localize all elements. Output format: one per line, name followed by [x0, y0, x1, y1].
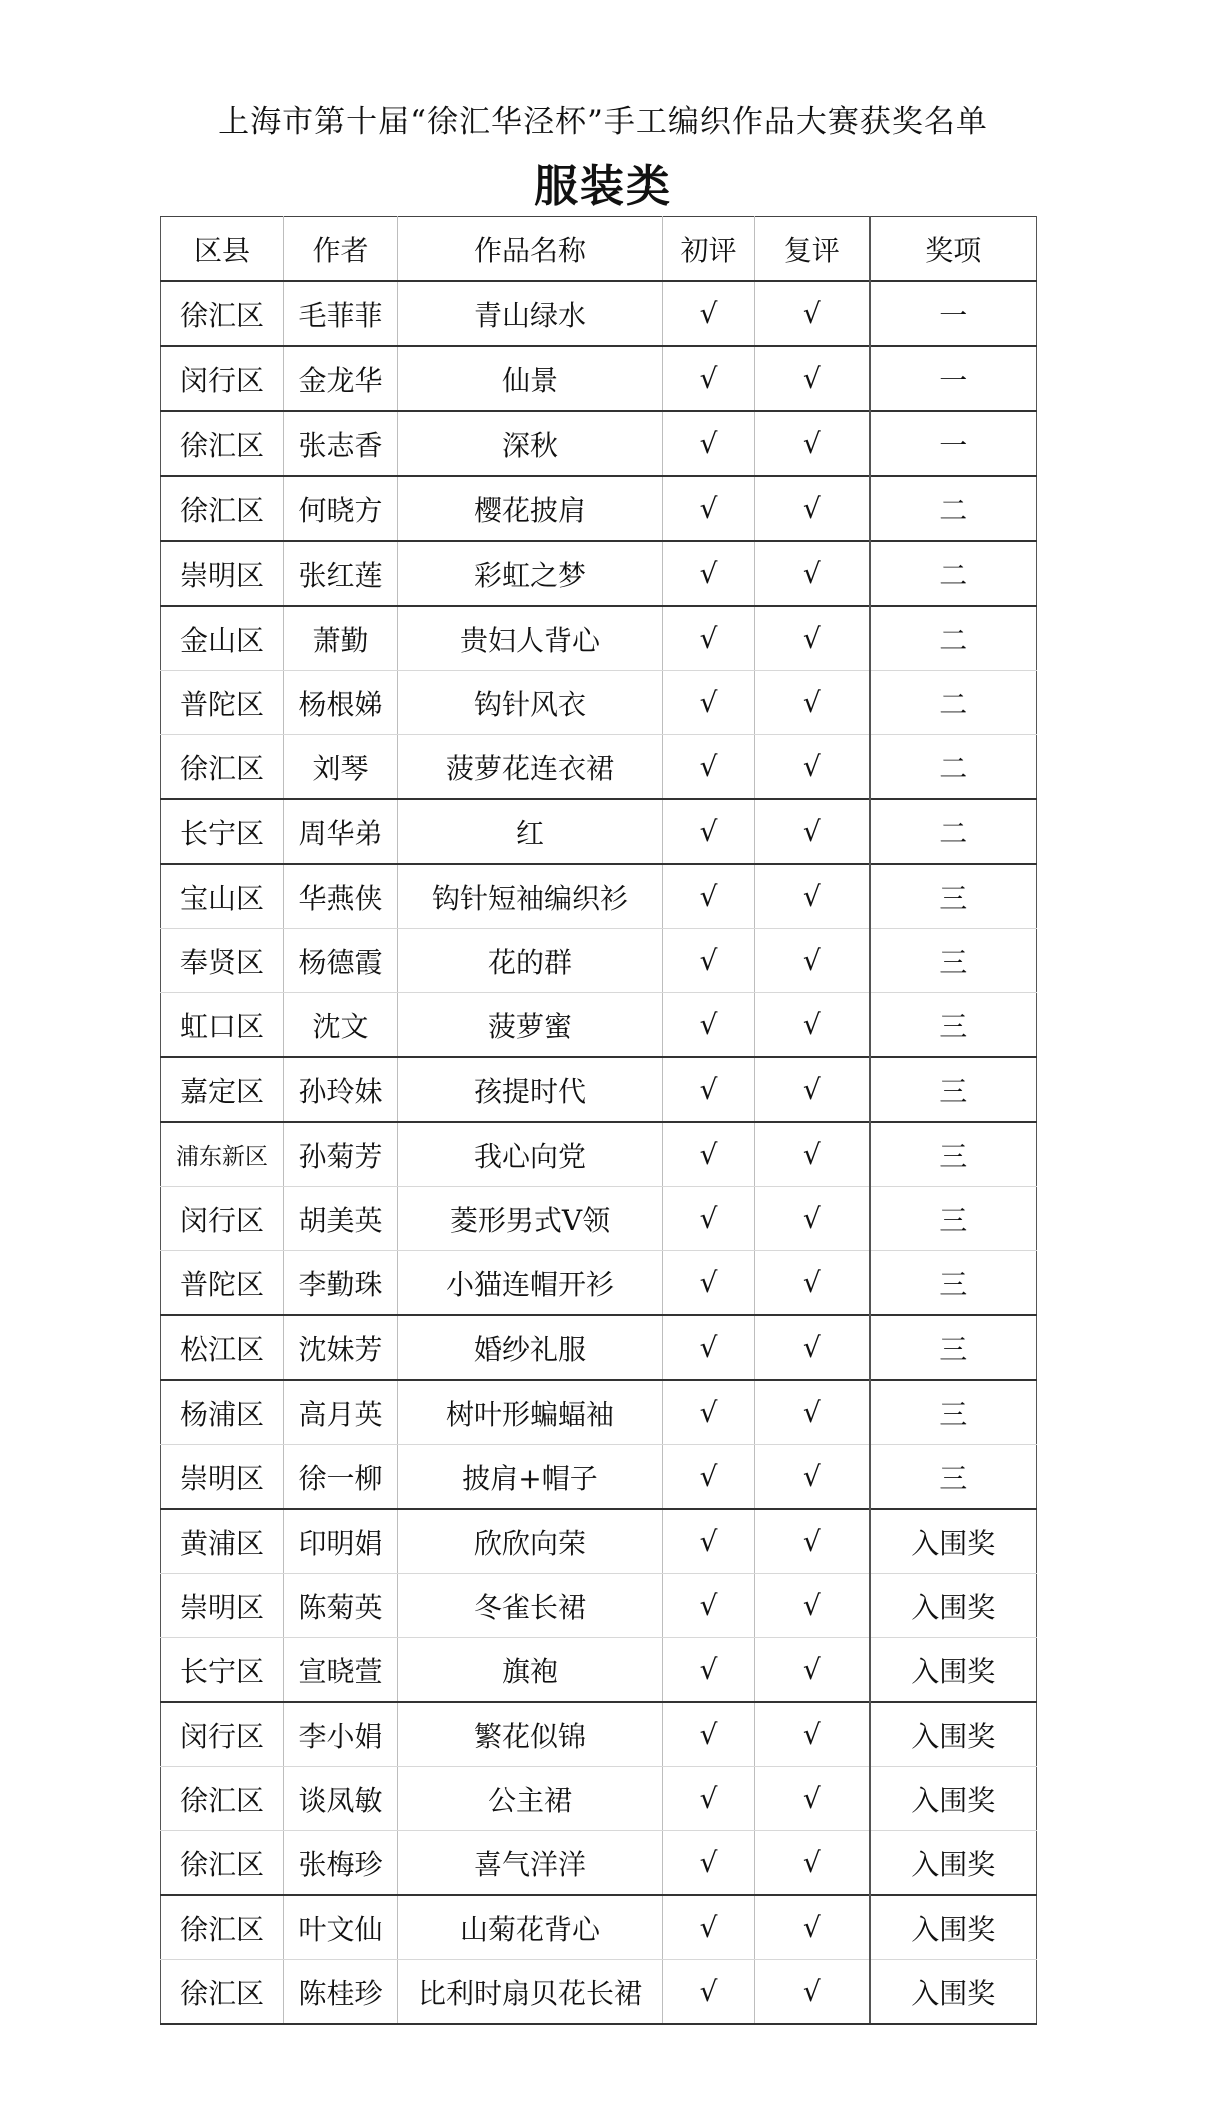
second-review-mark: √: [755, 993, 870, 1058]
table-row: [161, 993, 1037, 1058]
author-cell: 宣晓萱: [284, 1638, 398, 1703]
award-cell: 二: [870, 541, 1037, 606]
table-row: [161, 1895, 1037, 1960]
first-review-mark: √: [663, 735, 755, 800]
award-cell: 三: [870, 1445, 1037, 1510]
district-cell: 徐汇区: [161, 1895, 284, 1960]
district-cell: 普陀区: [161, 1251, 284, 1316]
first-review-mark: √: [663, 1187, 755, 1251]
district-cell: 长宁区: [161, 799, 284, 864]
first-review-mark: √: [663, 1638, 755, 1703]
table-row: [161, 606, 1037, 671]
award-cell: 入围奖: [870, 1638, 1037, 1703]
district-cell: 闵行区: [161, 1187, 284, 1251]
district-cell: 徐汇区: [161, 1831, 284, 1896]
table-row: [161, 671, 1037, 735]
award-cell: 二: [870, 606, 1037, 671]
district-cell: 嘉定区: [161, 1057, 284, 1122]
table-row: [161, 1380, 1037, 1445]
author-cell: 张志香: [284, 411, 398, 476]
work-title-cell: 深秋: [398, 411, 663, 476]
work-title-cell: 山菊花背心: [398, 1895, 663, 1960]
author-cell: 叶文仙: [284, 1895, 398, 1960]
first-review-mark: √: [663, 1445, 755, 1510]
table-row: [161, 1315, 1037, 1380]
second-review-mark: √: [755, 735, 870, 800]
district-cell: 崇明区: [161, 541, 284, 606]
award-cell: 一: [870, 411, 1037, 476]
second-review-mark: √: [755, 476, 870, 541]
award-cell: 三: [870, 1315, 1037, 1380]
second-review-mark: √: [755, 1638, 870, 1703]
first-review-mark: √: [663, 1767, 755, 1831]
district-cell: 徐汇区: [161, 735, 284, 800]
author-cell: 陈桂珍: [284, 1960, 398, 2025]
work-title-cell: 孩提时代: [398, 1057, 663, 1122]
award-cell: 入围奖: [870, 1960, 1037, 2025]
award-cell: 三: [870, 1380, 1037, 1445]
table-row: [161, 1445, 1037, 1510]
work-title-cell: 菠萝花连衣裙: [398, 735, 663, 800]
author-cell: 萧勤: [284, 606, 398, 671]
award-cell: 入围奖: [870, 1767, 1037, 1831]
work-title-cell: 彩虹之梦: [398, 541, 663, 606]
first-review-mark: √: [663, 606, 755, 671]
second-review-mark: √: [755, 864, 870, 929]
second-review-mark: √: [755, 346, 870, 411]
second-review-mark: √: [755, 1895, 870, 1960]
district-cell: 宝山区: [161, 864, 284, 929]
column-header-second-review: 复评: [755, 217, 870, 282]
second-review-mark: √: [755, 1960, 870, 2025]
author-cell: 刘琴: [284, 735, 398, 800]
award-cell: 二: [870, 476, 1037, 541]
district-cell: 长宁区: [161, 1638, 284, 1703]
award-cell: 三: [870, 864, 1037, 929]
author-cell: 胡美英: [284, 1187, 398, 1251]
first-review-mark: √: [663, 1895, 755, 1960]
second-review-mark: √: [755, 1380, 870, 1445]
second-review-mark: √: [755, 1767, 870, 1831]
author-cell: 印明娟: [284, 1509, 398, 1574]
district-cell: 奉贤区: [161, 929, 284, 993]
table-row: [161, 1767, 1037, 1831]
first-review-mark: √: [663, 671, 755, 735]
table-row: [161, 864, 1037, 929]
first-review-mark: √: [663, 1315, 755, 1380]
work-title-cell: 青山绿水: [398, 281, 663, 346]
work-title-cell: 仙景: [398, 346, 663, 411]
first-review-mark: √: [663, 993, 755, 1058]
second-review-mark: √: [755, 1574, 870, 1638]
author-cell: 谈凤敏: [284, 1767, 398, 1831]
table-header-row: [161, 217, 1037, 282]
first-review-mark: √: [663, 346, 755, 411]
district-cell: 闵行区: [161, 346, 284, 411]
author-cell: 周华弟: [284, 799, 398, 864]
award-cell: 一: [870, 281, 1037, 346]
award-table: [160, 216, 1037, 2025]
column-header-work: 作品名称: [398, 217, 663, 282]
work-title-cell: 冬雀长裙: [398, 1574, 663, 1638]
first-review-mark: √: [663, 1574, 755, 1638]
first-review-mark: √: [663, 864, 755, 929]
award-cell: 三: [870, 1187, 1037, 1251]
work-title-cell: 繁花似锦: [398, 1702, 663, 1767]
column-header-author: 作者: [284, 217, 398, 282]
second-review-mark: √: [755, 1702, 870, 1767]
author-cell: 华燕侠: [284, 864, 398, 929]
first-review-mark: √: [663, 929, 755, 993]
first-review-mark: √: [663, 1831, 755, 1896]
author-cell: 杨根娣: [284, 671, 398, 735]
award-cell: 三: [870, 993, 1037, 1058]
first-review-mark: √: [663, 1960, 755, 2025]
award-cell: 三: [870, 929, 1037, 993]
work-title-cell: 钩针短袖编织衫: [398, 864, 663, 929]
table-body: [161, 281, 1037, 2024]
author-cell: 张红莲: [284, 541, 398, 606]
district-cell: 徐汇区: [161, 281, 284, 346]
author-cell: 沈妹芳: [284, 1315, 398, 1380]
award-cell: 二: [870, 799, 1037, 864]
work-title-cell: 小猫连帽开衫: [398, 1251, 663, 1316]
district-cell: 闵行区: [161, 1702, 284, 1767]
second-review-mark: √: [755, 541, 870, 606]
award-cell: 三: [870, 1057, 1037, 1122]
work-title-cell: 菠萝蜜: [398, 993, 663, 1058]
work-title-cell: 欣欣向荣: [398, 1509, 663, 1574]
award-cell: 入围奖: [870, 1895, 1037, 1960]
page-title: 上海市第十届“徐汇华泾杯”手工编织作品大赛获奖名单: [218, 104, 988, 140]
author-cell: 孙玲妹: [284, 1057, 398, 1122]
work-title-cell: 我心向党: [398, 1122, 663, 1187]
district-cell: 杨浦区: [161, 1380, 284, 1445]
author-cell: 高月英: [284, 1380, 398, 1445]
work-title-cell: 菱形男式V领: [398, 1187, 663, 1251]
district-cell: 崇明区: [161, 1574, 284, 1638]
district-cell: 虹口区: [161, 993, 284, 1058]
district-cell: 普陀区: [161, 671, 284, 735]
column-header-award: 奖项: [870, 217, 1037, 282]
column-header-first-review: 初评: [663, 217, 755, 282]
author-cell: 陈菊英: [284, 1574, 398, 1638]
column-header-district: 区县: [161, 217, 284, 282]
work-title-cell: 比利时扇贝花长裙: [398, 1960, 663, 2025]
author-cell: 何晓方: [284, 476, 398, 541]
table-row: [161, 541, 1037, 606]
first-review-mark: √: [663, 411, 755, 476]
award-cell: 三: [870, 1122, 1037, 1187]
second-review-mark: √: [755, 1315, 870, 1380]
second-review-mark: √: [755, 671, 870, 735]
table-row: [161, 346, 1037, 411]
first-review-mark: √: [663, 1122, 755, 1187]
first-review-mark: √: [663, 476, 755, 541]
second-review-mark: √: [755, 411, 870, 476]
district-cell: 松江区: [161, 1315, 284, 1380]
table-row: [161, 799, 1037, 864]
work-title-cell: 樱花披肩: [398, 476, 663, 541]
author-cell: 李小娟: [284, 1702, 398, 1767]
first-review-mark: √: [663, 1251, 755, 1316]
district-cell: 徐汇区: [161, 411, 284, 476]
district-cell: 金山区: [161, 606, 284, 671]
work-title-cell: 树叶形蝙蝠袖: [398, 1380, 663, 1445]
district-cell: 黄浦区: [161, 1509, 284, 1574]
second-review-mark: √: [755, 799, 870, 864]
work-title-cell: 公主裙: [398, 1767, 663, 1831]
table-row: [161, 1251, 1037, 1316]
table-row: [161, 1702, 1037, 1767]
second-review-mark: √: [755, 1251, 870, 1316]
work-title-cell: 花的群: [398, 929, 663, 993]
table-row: [161, 1509, 1037, 1574]
second-review-mark: √: [755, 1509, 870, 1574]
author-cell: 徐一柳: [284, 1445, 398, 1510]
second-review-mark: √: [755, 606, 870, 671]
first-review-mark: √: [663, 799, 755, 864]
author-cell: 毛菲菲: [284, 281, 398, 346]
work-title-cell: 钩针风衣: [398, 671, 663, 735]
table-row: [161, 281, 1037, 346]
first-review-mark: √: [663, 1057, 755, 1122]
award-cell: 入围奖: [870, 1831, 1037, 1896]
table-row: [161, 929, 1037, 993]
district-cell: 崇明区: [161, 1445, 284, 1510]
award-cell: 入围奖: [870, 1509, 1037, 1574]
table-row: [161, 735, 1037, 800]
author-cell: 杨德霞: [284, 929, 398, 993]
table-row: [161, 1831, 1037, 1896]
first-review-mark: √: [663, 1380, 755, 1445]
table-row: [161, 411, 1037, 476]
table-row: [161, 1057, 1037, 1122]
work-title-cell: 喜气洋洋: [398, 1831, 663, 1896]
table-row: [161, 1638, 1037, 1703]
work-title-cell: 旗袍: [398, 1638, 663, 1703]
work-title-cell: 贵妇人背心: [398, 606, 663, 671]
author-cell: 张梅珍: [284, 1831, 398, 1896]
table-row: [161, 1187, 1037, 1251]
award-cell: 二: [870, 671, 1037, 735]
author-cell: 沈文: [284, 993, 398, 1058]
first-review-mark: √: [663, 1702, 755, 1767]
second-review-mark: √: [755, 929, 870, 993]
second-review-mark: √: [755, 1057, 870, 1122]
second-review-mark: √: [755, 1122, 870, 1187]
district-cell: 徐汇区: [161, 476, 284, 541]
table-row: [161, 1960, 1037, 2025]
award-cell: 入围奖: [870, 1574, 1037, 1638]
table-row: [161, 1574, 1037, 1638]
first-review-mark: √: [663, 1509, 755, 1574]
category-heading: 服装类: [534, 161, 672, 212]
first-review-mark: √: [663, 281, 755, 346]
award-cell: 一: [870, 346, 1037, 411]
work-title-cell: 红: [398, 799, 663, 864]
second-review-mark: √: [755, 281, 870, 346]
first-review-mark: √: [663, 541, 755, 606]
work-title-cell: 披肩+帽子: [398, 1445, 663, 1510]
author-cell: 孙菊芳: [284, 1122, 398, 1187]
table-row: [161, 1122, 1037, 1187]
district-cell: 浦东新区: [161, 1122, 284, 1187]
author-cell: 金龙华: [284, 346, 398, 411]
award-cell: 入围奖: [870, 1702, 1037, 1767]
work-title-cell: 婚纱礼服: [398, 1315, 663, 1380]
second-review-mark: √: [755, 1445, 870, 1510]
award-cell: 二: [870, 735, 1037, 800]
district-cell: 徐汇区: [161, 1960, 284, 2025]
district-cell: 徐汇区: [161, 1767, 284, 1831]
award-cell: 三: [870, 1251, 1037, 1316]
table-row: [161, 476, 1037, 541]
second-review-mark: √: [755, 1831, 870, 1896]
author-cell: 李勤珠: [284, 1251, 398, 1316]
second-review-mark: √: [755, 1187, 870, 1251]
